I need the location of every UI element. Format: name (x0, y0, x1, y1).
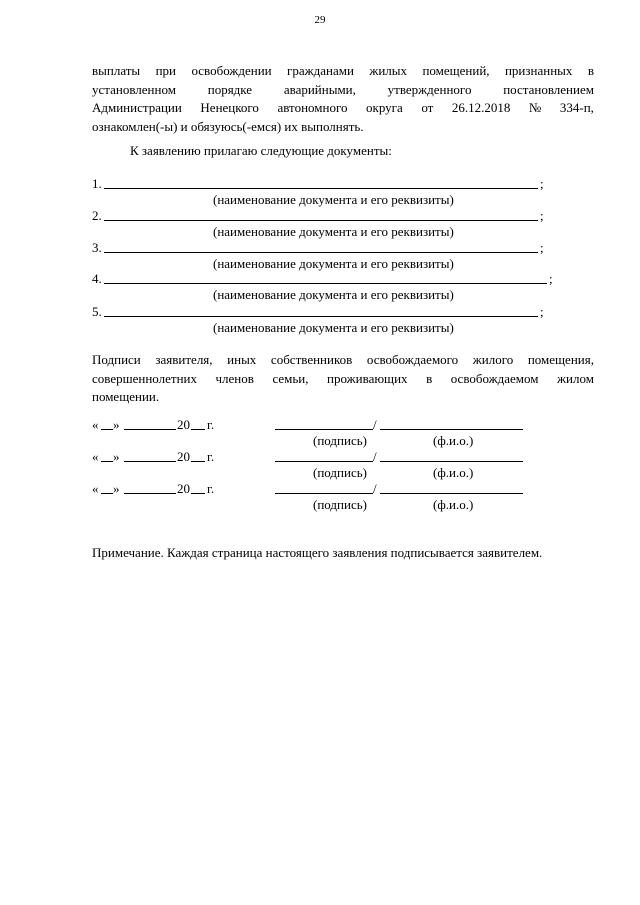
word: постановлением (503, 81, 594, 97)
document-end-mark: ; (540, 208, 544, 223)
document-caption: (наименование документа и его реквизиты) (213, 287, 454, 302)
name-field[interactable] (380, 461, 523, 462)
word: в (587, 63, 594, 78)
intro-line-3 (92, 99, 594, 118)
name-caption: (ф.и.о.) (433, 497, 474, 512)
document-entry-line[interactable] (104, 188, 538, 189)
signature-slash: / (373, 417, 377, 432)
day-field[interactable] (101, 461, 113, 462)
word: утвержденного (387, 81, 472, 97)
intro-line-4: ознакомлен(-ы) и обязуюсь(-емся) их выполнять. (92, 118, 364, 134)
name-field[interactable] (380, 429, 523, 430)
date-close-quote: » (113, 449, 120, 464)
document-number: 2. (92, 208, 102, 223)
word: № (528, 100, 542, 115)
word: членов (215, 370, 254, 386)
document-entry-line[interactable] (104, 283, 547, 284)
document-caption: (наименование документа и его реквизиты) (213, 224, 454, 239)
word: порядке (207, 81, 253, 97)
signatures-paragraph (92, 351, 594, 407)
name-caption: (ф.и.о.) (433, 433, 474, 448)
word: 26.12.2018 (451, 100, 511, 115)
month-field[interactable] (124, 461, 176, 462)
signature-field[interactable] (275, 493, 373, 494)
word: в (426, 370, 433, 386)
word: Ненецкого (200, 100, 259, 115)
year-suffix: г. (207, 417, 215, 432)
page-number: 29 (314, 14, 326, 26)
word: заявителя, (155, 352, 213, 367)
signature-slash: / (373, 449, 377, 464)
document-end-mark: ; (549, 271, 553, 286)
word: жилого (472, 352, 514, 367)
word: выплаты (92, 63, 141, 78)
document-caption: (наименование документа и его реквизиты) (213, 192, 454, 207)
date-open-quote: « (92, 481, 99, 496)
name-field[interactable] (380, 493, 523, 494)
document-caption: (наименование документа и его реквизиты) (213, 256, 454, 271)
signatures-line-1 (92, 351, 594, 370)
signature-caption: (подпись) (313, 497, 367, 512)
note-text: Примечание. Каждая страница настоящего заявления подписывается заявителем. (92, 545, 543, 560)
document-end-mark: ; (540, 176, 544, 191)
year-field[interactable] (191, 429, 205, 430)
year-prefix: 20 (177, 417, 190, 432)
document-number: 3. (92, 240, 102, 255)
document-entry-line[interactable] (104, 252, 538, 253)
document-caption: (наименование документа и его реквизиты) (213, 320, 454, 335)
year-field[interactable] (191, 461, 205, 462)
word: жилых (369, 63, 408, 78)
word: 334-п, (559, 100, 594, 115)
word: аварийными, (283, 81, 356, 97)
word: собственников (270, 352, 353, 367)
year-field[interactable] (191, 493, 205, 494)
document-entry-line[interactable] (104, 220, 538, 221)
document-number: 1. (92, 176, 102, 191)
document-end-mark: ; (540, 240, 544, 255)
document-entry-line[interactable] (104, 316, 538, 317)
word: освобождаемом (450, 370, 539, 386)
word: от (421, 100, 434, 115)
month-field[interactable] (124, 429, 176, 430)
intro-paragraph (92, 62, 594, 136)
word: Подписи (92, 352, 141, 367)
signature-caption: (подпись) (313, 433, 367, 448)
intro-line-2 (92, 81, 594, 100)
word: помещения, (527, 352, 594, 367)
date-close-quote: » (113, 481, 120, 496)
day-field[interactable] (101, 429, 113, 430)
signature-field[interactable] (275, 461, 373, 462)
word: при (155, 63, 177, 78)
word: иных (227, 352, 257, 367)
word: признанных (504, 63, 573, 78)
year-suffix: г. (207, 481, 215, 496)
word: округа (366, 100, 403, 115)
name-caption: (ф.и.о.) (433, 465, 474, 480)
word: помещений, (422, 63, 490, 78)
year-suffix: г. (207, 449, 215, 464)
word: освобождении (191, 63, 272, 78)
year-prefix: 20 (177, 481, 190, 496)
month-field[interactable] (124, 493, 176, 494)
document-end-mark: ; (540, 304, 544, 319)
word: совершеннолетних (92, 370, 197, 386)
word: Администрации (92, 100, 182, 115)
signature-slash: / (373, 481, 377, 496)
signatures-line-2 (92, 370, 594, 389)
attachments-heading: К заявлению прилагаю следующие документы: (130, 143, 392, 158)
word: освобождаемого (366, 352, 459, 367)
document-number: 5. (92, 304, 102, 319)
date-open-quote: « (92, 449, 99, 464)
day-field[interactable] (101, 493, 113, 494)
date-open-quote: « (92, 417, 99, 432)
word: гражданами (287, 63, 354, 78)
year-prefix: 20 (177, 449, 190, 464)
signature-field[interactable] (275, 429, 373, 430)
intro-line-1 (92, 62, 594, 81)
word: автономного (277, 100, 348, 115)
word: семьи, (272, 370, 309, 386)
document-number: 4. (92, 271, 102, 286)
word: установленном (92, 81, 176, 97)
word: проживающих (327, 370, 408, 386)
word: жилом (557, 370, 594, 386)
date-close-quote: » (113, 417, 120, 432)
signature-caption: (подпись) (313, 465, 367, 480)
signatures-line-3: помещении. (92, 389, 160, 404)
